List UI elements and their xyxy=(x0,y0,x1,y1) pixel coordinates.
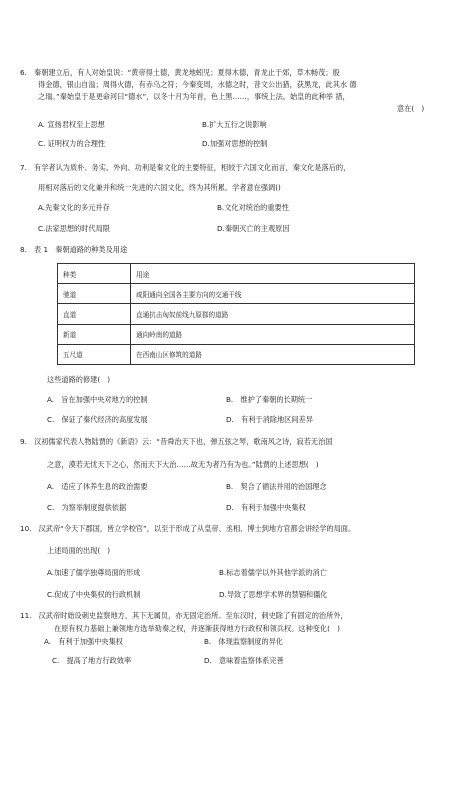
q8-stem-line-1: 8. 表 1 秦朝道路的种类及用途 xyxy=(20,245,128,254)
q10-option-c[interactable]: C.促成了中央集权的行政机制 xyxy=(47,590,141,599)
q8-option-a[interactable]: A. 旨在加强中央对地方的控制 xyxy=(47,395,148,404)
q10-option-d[interactable]: D.导致了思想学术界的禁锢和僵化 xyxy=(219,590,328,599)
q10-stem-line-1: 10. 汉武帝“令天下郡国，皆立学校官”，以至于形成了从皇帝、丞相、博士到地方官都会讲经学的局面。 xyxy=(20,524,356,533)
table-row xyxy=(58,324,415,344)
q7-option-d[interactable]: D.秦朝灭亡的主观原因 xyxy=(217,224,290,233)
table-cell-type: 驰道 xyxy=(58,284,131,304)
q6-option-b[interactable]: B.扩大五行之说影响 xyxy=(202,120,267,129)
q10-option-b[interactable]: B.标志着儒学以外其他学派的消亡 xyxy=(219,568,327,577)
table-row xyxy=(58,344,415,364)
q7-option-a[interactable]: A.先秦文化的多元并存 xyxy=(38,203,110,212)
q7-option-b[interactable]: B.文化对统治的重要性 xyxy=(217,203,289,212)
q11-option-d[interactable]: D. 意味着监察体系完善 xyxy=(204,656,284,665)
road-types-table xyxy=(57,263,415,365)
table-cell-type: 五尺道 xyxy=(58,344,131,364)
q11-option-a[interactable]: A. 有利于加强中央集权 xyxy=(44,637,123,646)
table-row xyxy=(58,304,415,324)
q6-stem-line-3: 之瑞。”秦始皇于是更命河曰“德水”，以冬十月为年首，色上黑……，事统上法。始皇的此种举 措， xyxy=(38,92,350,101)
q6-option-a[interactable]: A. 宣扬君权至上思想 xyxy=(38,120,105,129)
q9-option-d[interactable]: D. 有利于加强中央集权 xyxy=(226,503,306,512)
q9-option-a[interactable]: A. 适应了休养生息的政治需要 xyxy=(47,482,148,491)
q7-option-c[interactable]: C.法家思想的时代局限 xyxy=(38,224,110,233)
table-row xyxy=(58,284,415,304)
q6-option-d[interactable]: D.加强对思想的控制 xyxy=(202,139,268,148)
table-cell-use: 在西南山区修筑的道路 xyxy=(131,344,415,364)
q6-option-c[interactable]: C. 证明权力的合理性 xyxy=(38,139,106,148)
q9-stem-line-1: 9. 汉初儒家代表人物陆贾的《新语》云：“昔舜治天下也，弹五弦之琴，歌南风之诗，寂若无治国 xyxy=(20,437,333,446)
q8-after-table: 这些道路的修建( ) xyxy=(47,375,111,384)
q8-option-d[interactable]: D. 有利于消除地区间差异 xyxy=(226,415,313,424)
table-cell-type: 新道 xyxy=(58,324,131,344)
q9-stem-line-2: 之意，漠若无忧天下之心，然而天下大治……故无为者乃有为也。”陆贾的上述思想( ) xyxy=(47,460,319,469)
q11-option-c[interactable]: C. 提高了地方行政效率 xyxy=(52,656,132,665)
q8-option-b[interactable]: B. 维护了秦朝的长期统一 xyxy=(226,395,313,404)
q8-option-c[interactable]: C. 保证了秦代经济的高度发展 xyxy=(47,415,148,424)
q10-stem-line-2: 上述局面的出现( ) xyxy=(47,546,111,555)
table-header-cell: 用途 xyxy=(131,264,415,284)
q7-stem-line-1: 7. 有学者认为质朴、务实、外向、功利是秦文化的主要特征，相较于六国文化而言，秦文化是落后的， xyxy=(20,163,351,172)
q7-stem-line-2: 用相对落后的文化兼并和统一先进的六国文化，终为其所累。学者意在强调() xyxy=(38,183,281,192)
q6-stem-line-2: 得金德，银山自溢；周得火德，有赤乌之符；今秦变周，水德之时，昔文公出猎，获黑龙，此其水 德 xyxy=(38,80,357,89)
table-cell-use: 通向岭南的道路 xyxy=(131,324,415,344)
q11-stem-line-1: 11. 汉武帝时始设刺史监察地方，其下无属员，亦无固定治所。至东汉时，刺史除了有固定的治所外， xyxy=(20,611,348,620)
q6-stem-line-4: 意在( ) xyxy=(397,104,425,113)
q6-stem-line-1: 6. 秦朝建立后，有人对始皇说：“黄帝得土德，黄龙地蚓见；夏得木德，青龙止于郊，草木畅茂；殷 xyxy=(20,68,340,77)
table-cell-use: 直通抗击匈奴前线九原郡的道路 xyxy=(131,304,415,324)
table-header-row xyxy=(58,264,415,284)
table-header-cell: 种类 xyxy=(58,264,131,284)
q10-option-a[interactable]: A.加速了儒学独尊局面的形成 xyxy=(47,568,141,577)
table-cell-use: 咸阳通向全国各主要方向的交通干线 xyxy=(131,284,415,304)
q9-option-b[interactable]: B. 契合了循法并用的治国理念 xyxy=(226,482,327,491)
q11-option-b[interactable]: B. 体现监察制度的异化 xyxy=(204,637,284,646)
q9-option-c[interactable]: C. 为察举制度提供依据 xyxy=(47,503,127,512)
table-cell-type: 直道 xyxy=(58,304,131,324)
q11-stem-line-2: 在原有权力基础上兼领地方选举劾奏之权，并逐渐获得地方行政权和领兵权。这种变化( ) xyxy=(54,624,340,633)
